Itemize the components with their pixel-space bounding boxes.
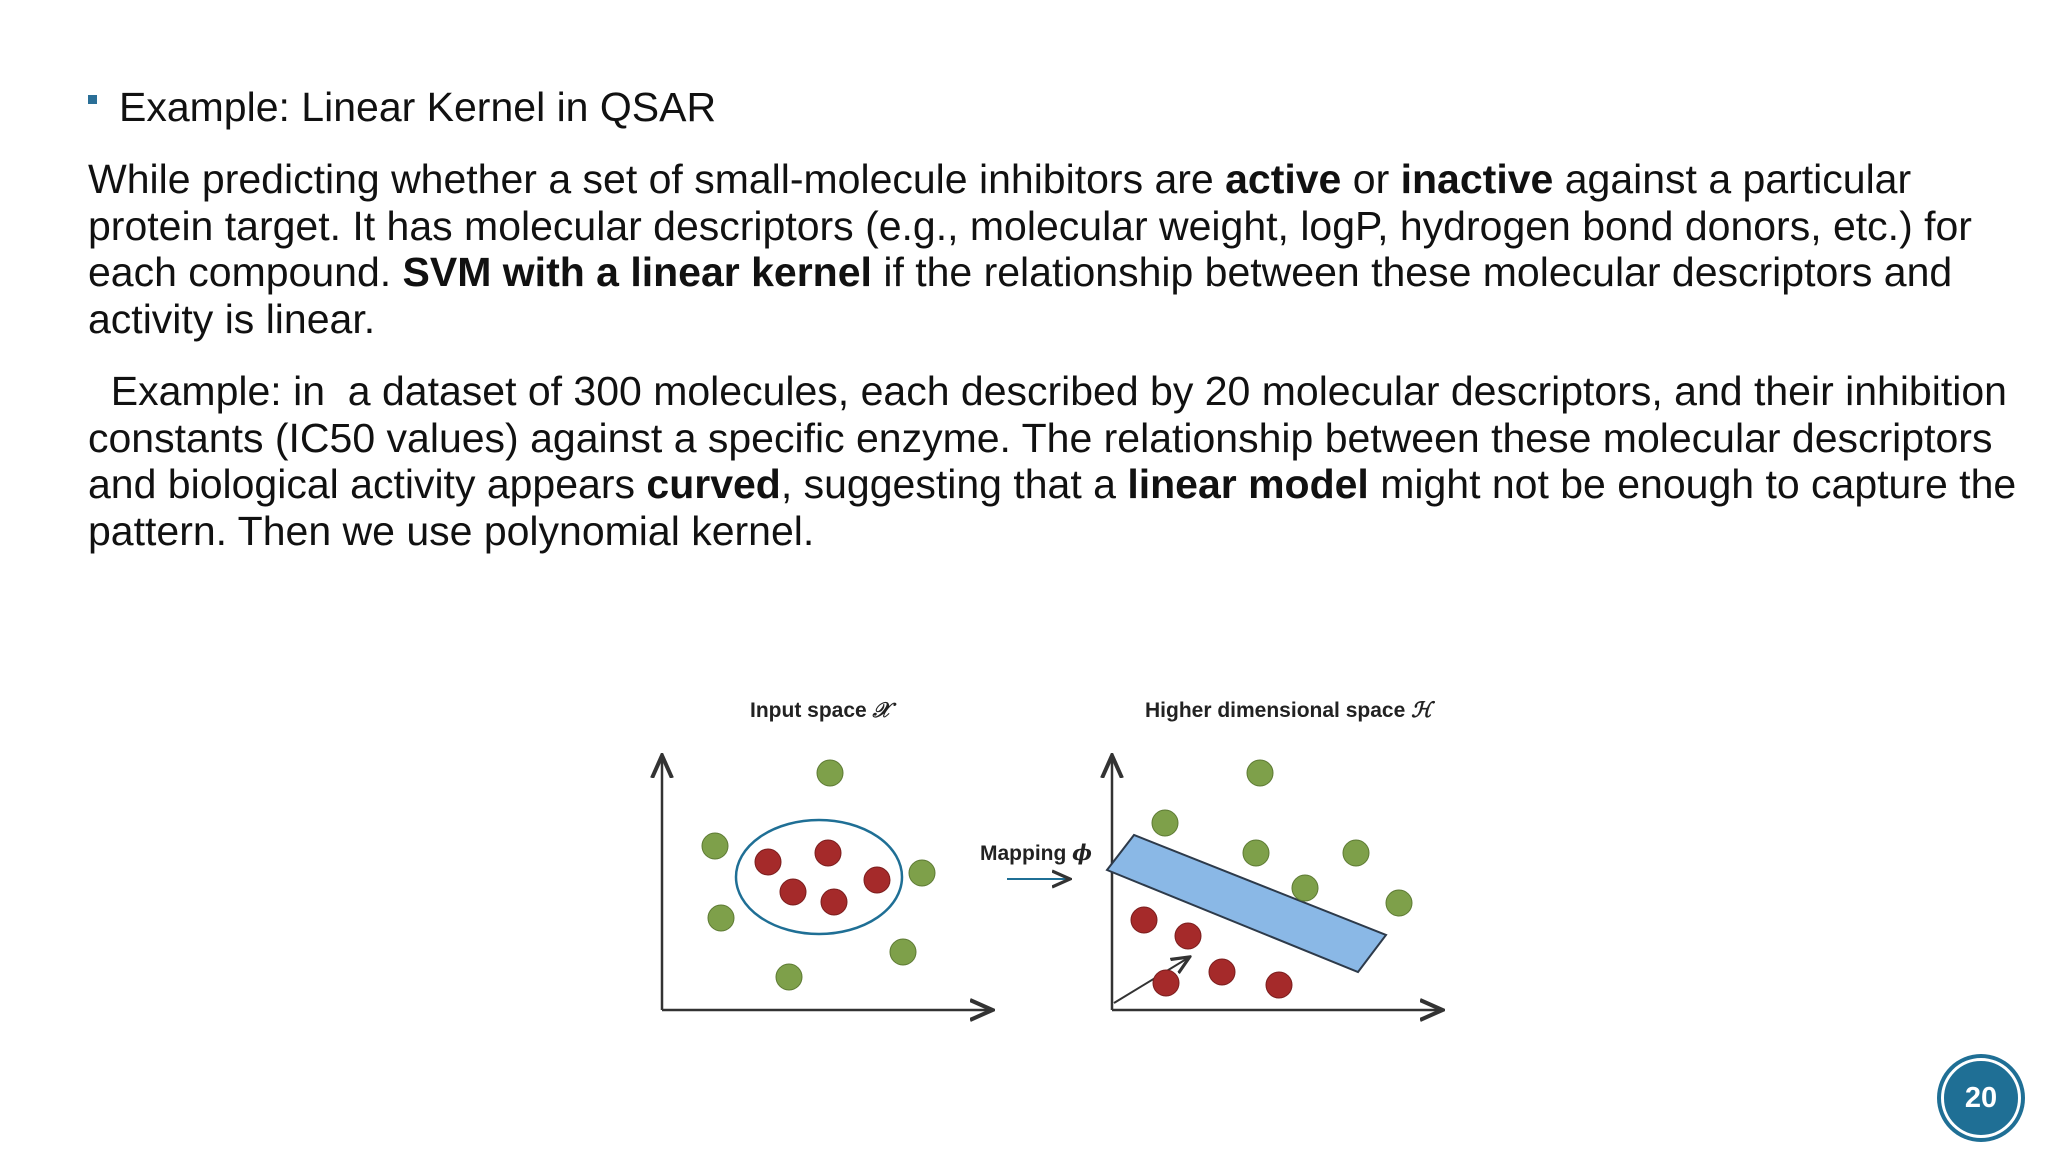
p1-bold-inactive: inactive [1400, 156, 1554, 202]
left-green-point [909, 860, 935, 886]
left-green-point [890, 939, 916, 965]
p1-bold-svm-linear: SVM with a linear kernel [402, 249, 872, 295]
p2-text-3: might not be enough to capture the pattern. Then we use polynomial kernel. [88, 461, 2017, 554]
right-green-point [1343, 840, 1369, 866]
left-red-point [815, 840, 841, 866]
p1-bold-active: active [1225, 156, 1342, 202]
left-green-point [817, 760, 843, 786]
right-panel-title: Higher dimensional space ℋ [1145, 697, 1432, 722]
right-green-point [1386, 890, 1412, 916]
bullet-heading-text: Example: Linear Kernel in QSAR [119, 84, 717, 130]
p1-text-1: While predicting whether a set of small-molecule inhibitors are [88, 156, 1226, 202]
p2-bold-linear-model: linear model [1127, 461, 1369, 507]
page-number: 20 [1964, 1081, 1998, 1114]
p1-text-2: or [1341, 156, 1401, 202]
left-red-point [755, 849, 781, 875]
right-red-point [1209, 959, 1235, 985]
right-green-point [1292, 875, 1318, 901]
kernel-mapping-svg [650, 690, 1470, 1030]
left-green-point [776, 964, 802, 990]
paragraph-polynomial-kernel [88, 368, 2018, 554]
right-green-point [1243, 840, 1269, 866]
left-green-point [708, 905, 734, 931]
p1-text-4: if the relationship between these molecular descriptors and activity is linear. [88, 249, 1953, 342]
left-red-point [821, 889, 847, 915]
left-red-point [864, 867, 890, 893]
mapping-label: Mapping ϕ [980, 840, 1092, 865]
bullet-heading [88, 82, 716, 132]
p2-bold-curved: curved [646, 461, 781, 507]
right-red-point [1175, 923, 1201, 949]
kernel-mapping-figure [650, 690, 1470, 1030]
right-red-point [1153, 970, 1179, 996]
left-red-point [780, 879, 806, 905]
left-green-point [702, 833, 728, 859]
left-red-points [755, 840, 890, 915]
right-green-point [1247, 760, 1273, 786]
page-number-badge [1941, 1058, 2021, 1138]
right-red-point [1131, 907, 1157, 933]
p2-text-1: Example: in a dataset of 300 molecules, each described by 20 molecular descriptors, and their inhibition constants (IC50 values) against a specific enzyme. The relationship between these molecular descriptors and biological activity appears [88, 368, 2007, 507]
p2-text-2: , suggesting that a [780, 461, 1128, 507]
p1-text-3: against a particular protein target. It has molecular descriptors (e.g., molecular weight, logP, hydrogen bond donors, etc.) for each compound. [88, 156, 1972, 295]
right-red-point [1266, 972, 1292, 998]
right-green-point [1152, 810, 1178, 836]
bullet-square-icon [88, 95, 97, 104]
left-panel-title: Input space 𝒳 [750, 697, 891, 722]
paragraph-linear-kernel [88, 156, 2018, 342]
